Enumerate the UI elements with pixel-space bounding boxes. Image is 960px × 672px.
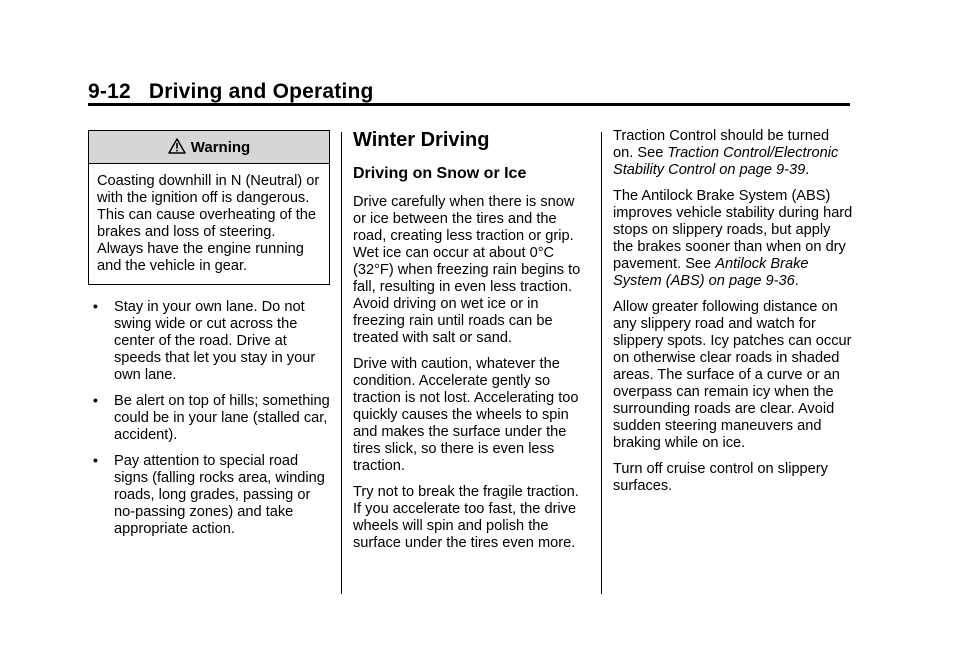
page-header [88,80,374,104]
warning-header [89,131,329,164]
paragraph-end: . [794,273,799,289]
cross-reference-link[interactable]: Traction Control/Electronic Stability Control on page 9-39 [613,145,839,178]
warning-text: Coasting downhill in N (Neutral) or with the ignition off is dangerous. This can cause overheating of the brakes and loss of steering. Always have the engine running and the vehicle in gear. [97,173,320,274]
paragraph [613,128,853,179]
column-1 [88,128,330,547]
section-title: Winter Driving [353,129,490,151]
chapter-title: Driving and Operating [148,80,374,103]
list-item [88,299,330,384]
bullet-icon: • [93,392,98,408]
paragraph: Try not to break the fragile traction. If you accelerate too fast, the drive wheels will spin and polish the surface under the tires even more. [353,484,579,551]
column-3 [613,128,853,504]
paragraph: Allow greater following distance on any slippery road and watch for slippery spots. Icy patches can occur on otherwise clear roads in shaded areas. The surface of a curve or an overpass can remain icy when the surrounding roads are clear. Avoid sudden steering maneuvers and braking while on ice. [613,299,852,451]
list-item-text: Pay attention to special road signs (falling rocks area, winding roads, long grades, passing or no-passing zones) and take appropriate action. [114,453,325,537]
paragraph: Drive with caution, whatever the condition. Accelerate gently so traction is not lost. Accelerating too quickly causes the wheels to spin and makes the surface under the tires slick, so there is even less traction. [353,356,579,474]
warning-triangle-svg [168,138,186,154]
paragraph: Turn off cruise control on slippery surfaces. [613,461,828,494]
paragraph: Drive carefully when there is snow or ice between the tires and the road, creating less traction or grip. Wet ice can occur at about 0°C (32°F) when freezing rain begins to fall, resulting in even less traction. Avoid driving on wet ice or in freezing rain until roads can be treated with salt or sand. [353,194,581,346]
paragraph [613,188,853,290]
column-divider-1 [341,132,342,594]
paragraph-end: . [805,162,810,178]
bullet-icon: • [93,452,98,468]
warning-title: Warning [190,138,251,156]
column-divider-2 [601,132,602,594]
page-number: 9-12 [88,80,131,103]
bullet-icon: • [93,298,98,314]
subsection-title: Driving on Snow or Ice [353,165,527,182]
list-item [88,393,330,444]
cross-reference-link[interactable]: Antilock Brake System (ABS) on page 9-36 [613,256,809,289]
list-item-text: Be alert on top of hills; something could be in your lane (stalled car, accident). [114,393,330,443]
bullet-list [88,299,330,538]
header-rule [88,103,850,106]
warning-triangle-icon [168,138,186,157]
paragraph-text: The Antilock Brake System (ABS) improves vehicle stability during hard stops on slippery roads, but apply the brakes sooner than when on dry pavement. See [613,188,853,272]
column-2 [353,128,589,561]
warning-box [88,130,330,285]
paragraph-text: Traction Control should be turned on. See [613,128,830,161]
list-item-text: Stay in your own lane. Do not swing wide or cut across the center of the road. Drive at speeds that let you stay in your own lane. [114,299,316,383]
list-item [88,453,330,538]
